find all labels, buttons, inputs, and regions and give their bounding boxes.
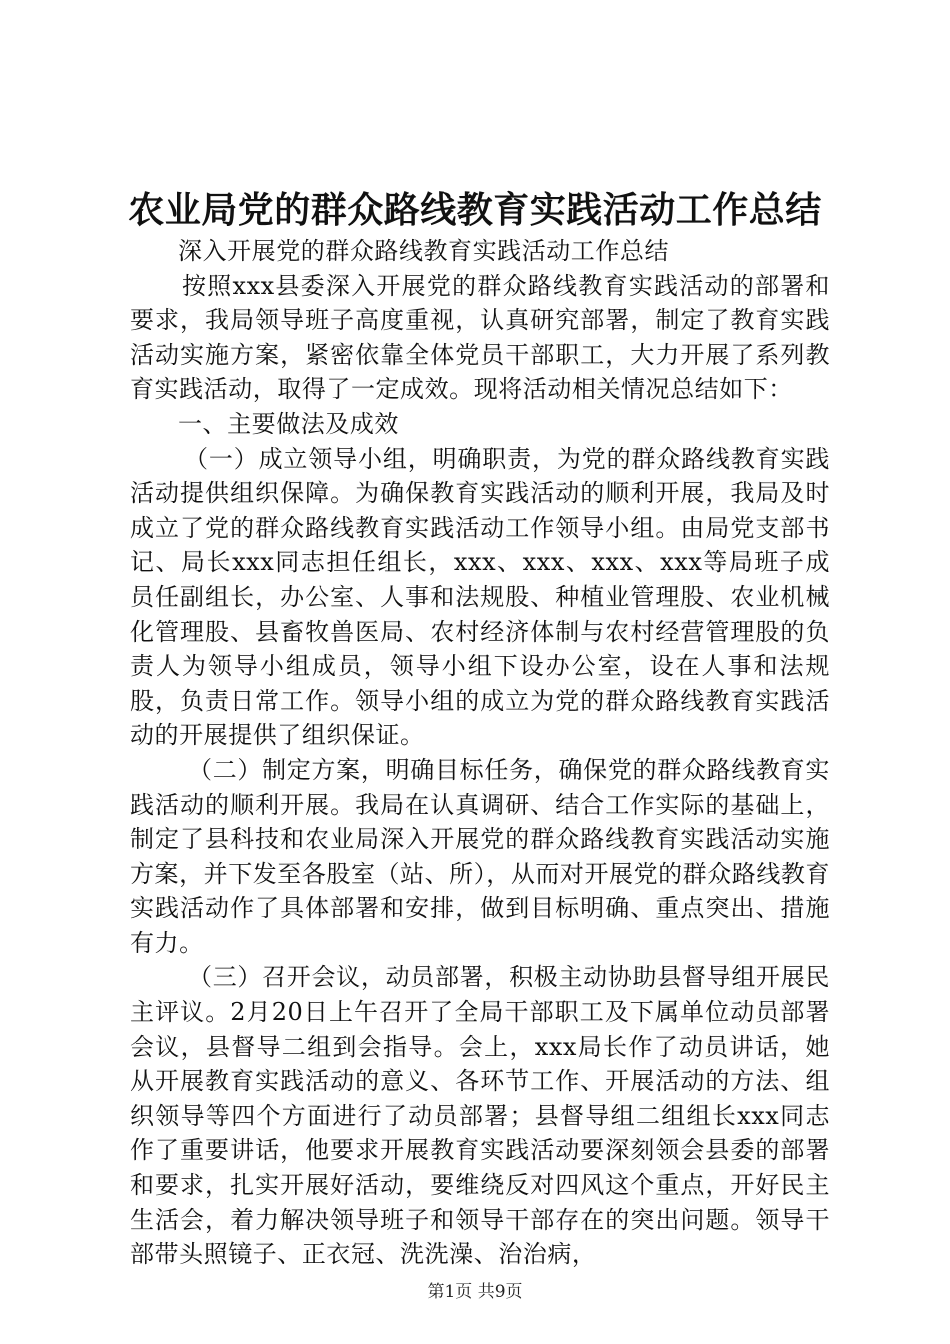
paragraph-item-3: （三）召开会议，动员部署，积极主动协助县督导组开展民主评议。2月20日上午召开了全局干部职工及下属单位动员部署会议，县督导二组到会指导。会上，xxx局长作了动员讲话，她从开展教育实践活动的意义、各环节工作、开展活动的方法、组织领导等四个方面进行了动员部署；县督导组二组组长xxx同志作了重要讲话，他要求开展教育实践活动要深刻领会县委的部署和要求，扎实开展好活动，要维绕反对四风这个重点，开好民主生活会，着力解决领导班子和领导干部存在的突出问题。领导干部带头照镜子、正衣冠、洗洗澡、治治病， — [130, 963, 830, 1269]
paragraph-item-1: （一）成立领导小组，明确职责，为党的群众路线教育实践活动提供组织保障。为确保教育实践活动的顺利开展，我局及时成立了党的群众路线教育实践活动工作领导小组。由局党支部书记、局长xxx同志担任组长，xxx、xxx、xxx、xxx等局班子成员任副组长，办公室、人事和法规股、种植业管理股、农业机械化管理股、县畜牧兽医局、农村经济体制与农村经营管理股的负责人为领导小组成员，领导小组下设办公室，设在人事和法规股，负责日常工作。领导小组的成立为党的群众路线教育实践活动的开展提供了组织保证。 — [130, 444, 830, 750]
paragraph-item-2: （二）制定方案，明确目标任务，确保党的群众路线教育实践活动的顺利开展。我局在认真调研、结合工作实际的基础上，制定了县科技和农业局深入开展党的群众路线教育实践活动实施方案，并下发至各股室（站、所），从而对开展党的群众路线教育实践活动作了具体部署和安排，做到目标明确、重点突出、措施有力。 — [130, 755, 830, 957]
intro-paragraph: 按照xxx县委深入开展党的群众路线教育实践活动的部署和要求，我局领导班子高度重视，认真研究部署，制定了教育实践活动实施方案，紧密依靠全体党员干部职工，大力开展了系列教育实践活动，取得了一定成效。现将活动相关情况总结如下： — [130, 271, 830, 404]
document-title: 农业局党的群众路线教育实践活动工作总结 — [128, 189, 822, 231]
section-heading: 一、主要做法及成效 — [178, 409, 399, 438]
document-body — [130, 234, 830, 1272]
page-footer: 第1页 共9页 — [427, 1282, 523, 1302]
subtitle: 深入开展党的群众路线教育实践活动工作总结 — [178, 237, 669, 265]
